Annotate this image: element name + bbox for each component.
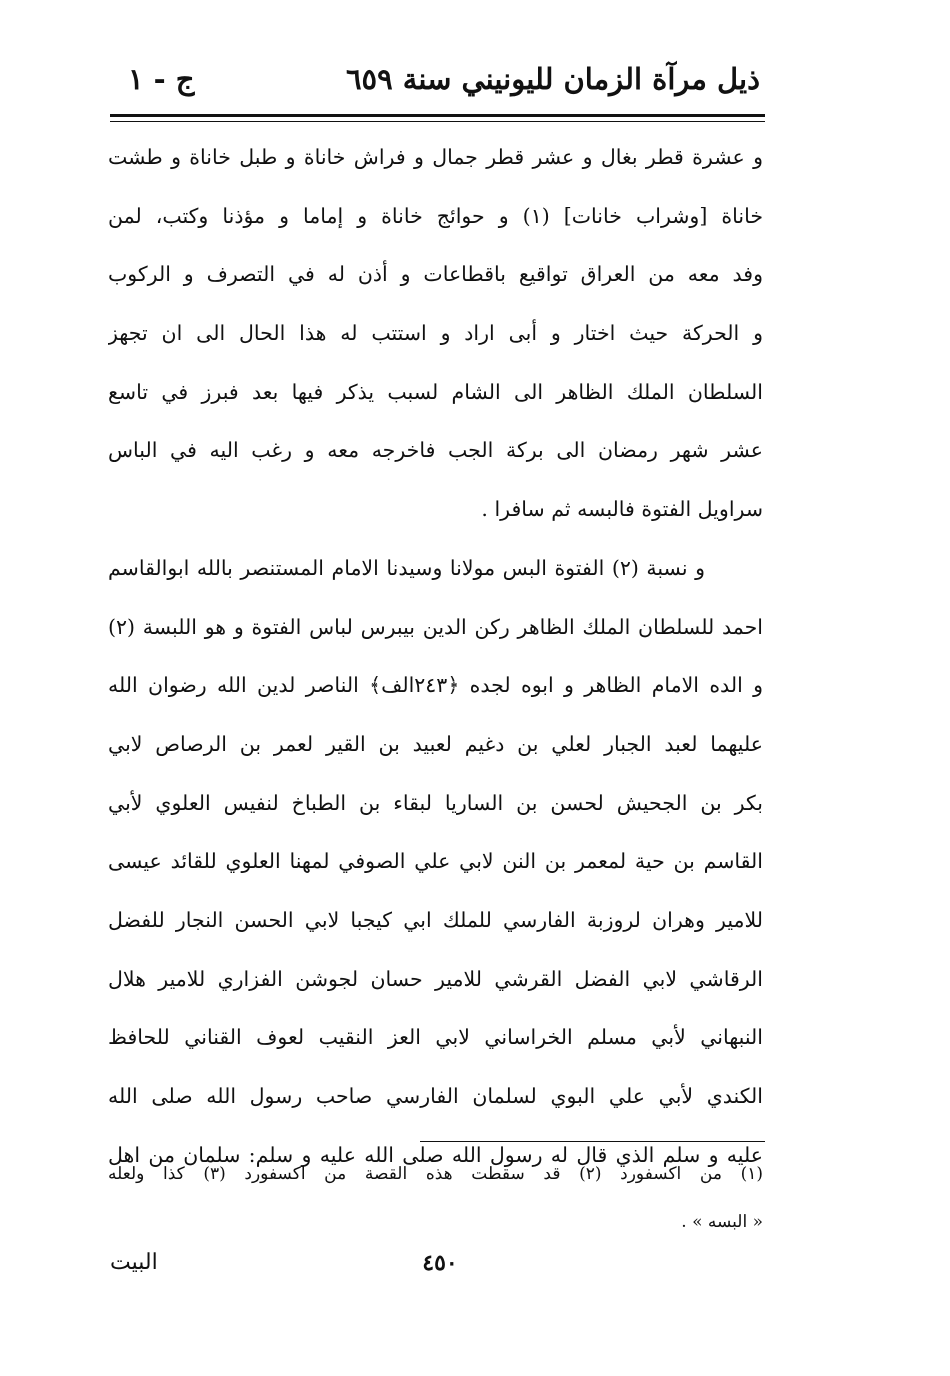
text-line: و الحركة حيث اختار و أبى اراد و استتب له هذا الحال الى ان تجهز (108, 321, 763, 346)
text-line: بكر بن الجحيش لحسن بن الساريا لبقاء بن الطباخ لنفيس العلوي لأبي (108, 790, 763, 815)
text-line: و نسبة (٢) الفتوة البس مولانا وسيدنا الامام المستنصر بالله ابوالقاسم (108, 555, 705, 580)
footnotes (108, 1150, 763, 1246)
text-line: عليه و سلم الذي قال له رسول الله صلى الله عليه و سلم: سلمان من اهل (108, 1142, 763, 1167)
footnote-line: (١) من اكسفورد (٢) قد سقطت هذه القصة من اكسفورد (٣) كذا ولعله (108, 1164, 764, 1184)
text-line: الكندي لأبي علي البوي لسلمان الفارسي صاحب رسول الله صلى الله (108, 1084, 763, 1108)
footnote-line: « البسه » . (681, 1212, 763, 1232)
text-line: سراويل الفتوة فالبسه ثم سافرا . (481, 497, 763, 522)
text-line: احمد للسلطان الملك الظاهر ركن الدين بيبرس لباس الفتوة و هو اللبسة (٢) (108, 614, 763, 639)
footnote-rule (420, 1141, 765, 1142)
page-header (110, 62, 760, 106)
text-line: النبهاني لأبي مسلم الخراساني لابي العز النقيب لعوف القناني للحافظ (108, 1025, 763, 1050)
text-line: الرقاشي لابي الفضل القرشي للامير حسان لجوشن الفزاري للامير هلال (108, 966, 763, 991)
catchword: البيت (110, 1250, 158, 1275)
page-number: ٤٥٠ (422, 1250, 458, 1276)
text-line: خاناة [وشراب خانات] (١) و حوائج خاناة و إماما و مؤذنا وكتب، لمن (108, 203, 763, 228)
text-line: السلطان الملك الظاهر الى الشام لسبب يذكر فيها بعد فبرز في تاسع (108, 379, 763, 404)
text-line: عليهما لعبد الجبار لعلي بن دغيم لعبيد بن القير لعمر بن الرصاص لابي (108, 731, 763, 756)
text-line: وفد معه من العراق تواقيع باقطاعات و أذن له في التصرف و الركوب (108, 262, 763, 287)
text-line: للامير وهران لروزبة الفارسي للملك ابي كيجبا لابي الحسن النجار للفضل (108, 907, 763, 932)
text-line: القاسم بن حية لمعمر بن النن لابي علي الصوفي لمهنا العلوي للقائد عيسى (108, 849, 763, 874)
running-title: ذيل مرآة الزمان لليونيني سنة ٦٥٩ (345, 62, 760, 96)
text-line: و عشرة قطر بغال و عشر قطر جمال و فراش خاناة و طبل خاناة و طشت (108, 145, 763, 169)
header-rule-thick (110, 114, 765, 117)
text-line: عشر شهر رمضان الى بركة الجب فاخرجه معه و رغب اليه في الباس (108, 438, 763, 463)
text-line: و الده الامام الظاهر و ابوه لجده ﴿٢٤٣الف﴾ الناصر لدين الله رضوان الله (108, 673, 763, 698)
volume-label: ج - ١ (128, 62, 195, 96)
header-rule-thin (110, 121, 765, 122)
body-text (108, 128, 763, 1184)
